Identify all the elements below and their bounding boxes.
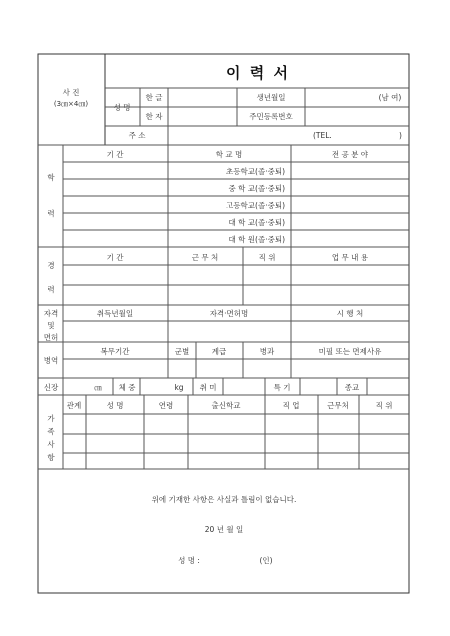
family-section-1: 가 — [47, 414, 55, 423]
family-header-age: 연령 — [158, 401, 174, 410]
hanja-label: 한 자 — [145, 112, 163, 121]
special-skill-label: 특 기 — [273, 383, 291, 392]
family-header-school: 출신학교 — [211, 401, 241, 410]
form-frame — [38, 54, 409, 593]
career-section-2: 력 — [47, 285, 55, 294]
school-high: 고등학교(졸·중퇴) — [226, 201, 285, 210]
hangul-label: 한 글 — [145, 93, 163, 102]
military-section: 병역 — [43, 356, 59, 365]
family-section-2: 족 — [47, 427, 55, 436]
education-header-period: 기 간 — [106, 150, 124, 159]
family-section-3: 사 — [47, 440, 55, 449]
hobby-label: 취 미 — [199, 383, 217, 392]
resident-number-label: 주민등록번호 — [249, 112, 293, 121]
license-header-name: 자격·면허명 — [209, 309, 249, 318]
military-header-rank: 계급 — [211, 347, 227, 356]
career-header-company: 근 무 처 — [191, 253, 219, 262]
certification-statement: 위에 기재한 사항은 사실과 틀림이 없습니다. — [151, 495, 297, 504]
career-header-duties: 업 무 내 용 — [331, 253, 369, 262]
name-label: 성 명 — [113, 103, 131, 112]
photo-label: 사 진 — [62, 88, 80, 97]
military-header-period: 복무기간 — [100, 347, 130, 356]
education-section-2: 력 — [47, 209, 55, 218]
height-label: 신장 — [43, 383, 59, 392]
military-header-exemption: 미필 또는 면제사유 — [318, 347, 382, 356]
religion-label: 종교 — [344, 383, 360, 392]
seal-mark: (인) — [259, 556, 273, 565]
school-university: 대 학 교(졸·중퇴) — [228, 218, 285, 227]
tel-close: ) — [399, 131, 402, 140]
license-header-issuer: 시 행 처 — [336, 309, 364, 318]
military-header-specialty: 병과 — [259, 347, 275, 356]
birth-label: 생년월일 — [256, 93, 286, 102]
family-header-relation: 관계 — [66, 401, 82, 410]
license-header-date: 취득년월일 — [96, 309, 134, 318]
family-header-workplace: 근무처 — [327, 401, 349, 410]
education-header-school: 학 교 명 — [215, 150, 243, 159]
license-section-2: 및 — [47, 321, 55, 330]
photo-size: (3㎝×4㎝) — [53, 100, 89, 108]
family-section-4: 항 — [47, 453, 55, 462]
license-section-1: 자격 — [43, 309, 59, 318]
school-middle: 중 학 교(졸·중퇴) — [228, 184, 285, 193]
career-header-position: 직 위 — [258, 253, 276, 262]
form-title: 이 력 서 — [226, 64, 290, 82]
military-header-branch: 군별 — [174, 347, 190, 356]
career-section-1: 경 — [47, 261, 55, 270]
family-header-name: 성 명 — [106, 401, 124, 410]
school-elementary: 초등학교(졸·중퇴) — [226, 167, 285, 176]
date-line: 20 년 월 일 — [204, 525, 244, 534]
address-label: 주 소 — [128, 131, 146, 140]
school-graduate: 대 학 원(졸·중퇴) — [228, 235, 285, 244]
signature-label: 성 명 : — [178, 556, 200, 565]
weight-label: 체 중 — [118, 383, 136, 392]
family-header-job: 직 업 — [282, 401, 300, 410]
tel-open: (TEL. — [313, 131, 332, 140]
weight-unit: kg — [174, 383, 184, 392]
gender-field: (남 여) — [378, 93, 402, 102]
height-unit: ㎝ — [94, 383, 102, 392]
education-header-major: 전 공 분 야 — [331, 150, 369, 159]
license-section-3: 면허 — [43, 333, 59, 342]
career-header-period: 기 간 — [106, 253, 124, 262]
family-header-position: 직 위 — [375, 401, 393, 410]
education-section-1: 학 — [47, 173, 55, 182]
